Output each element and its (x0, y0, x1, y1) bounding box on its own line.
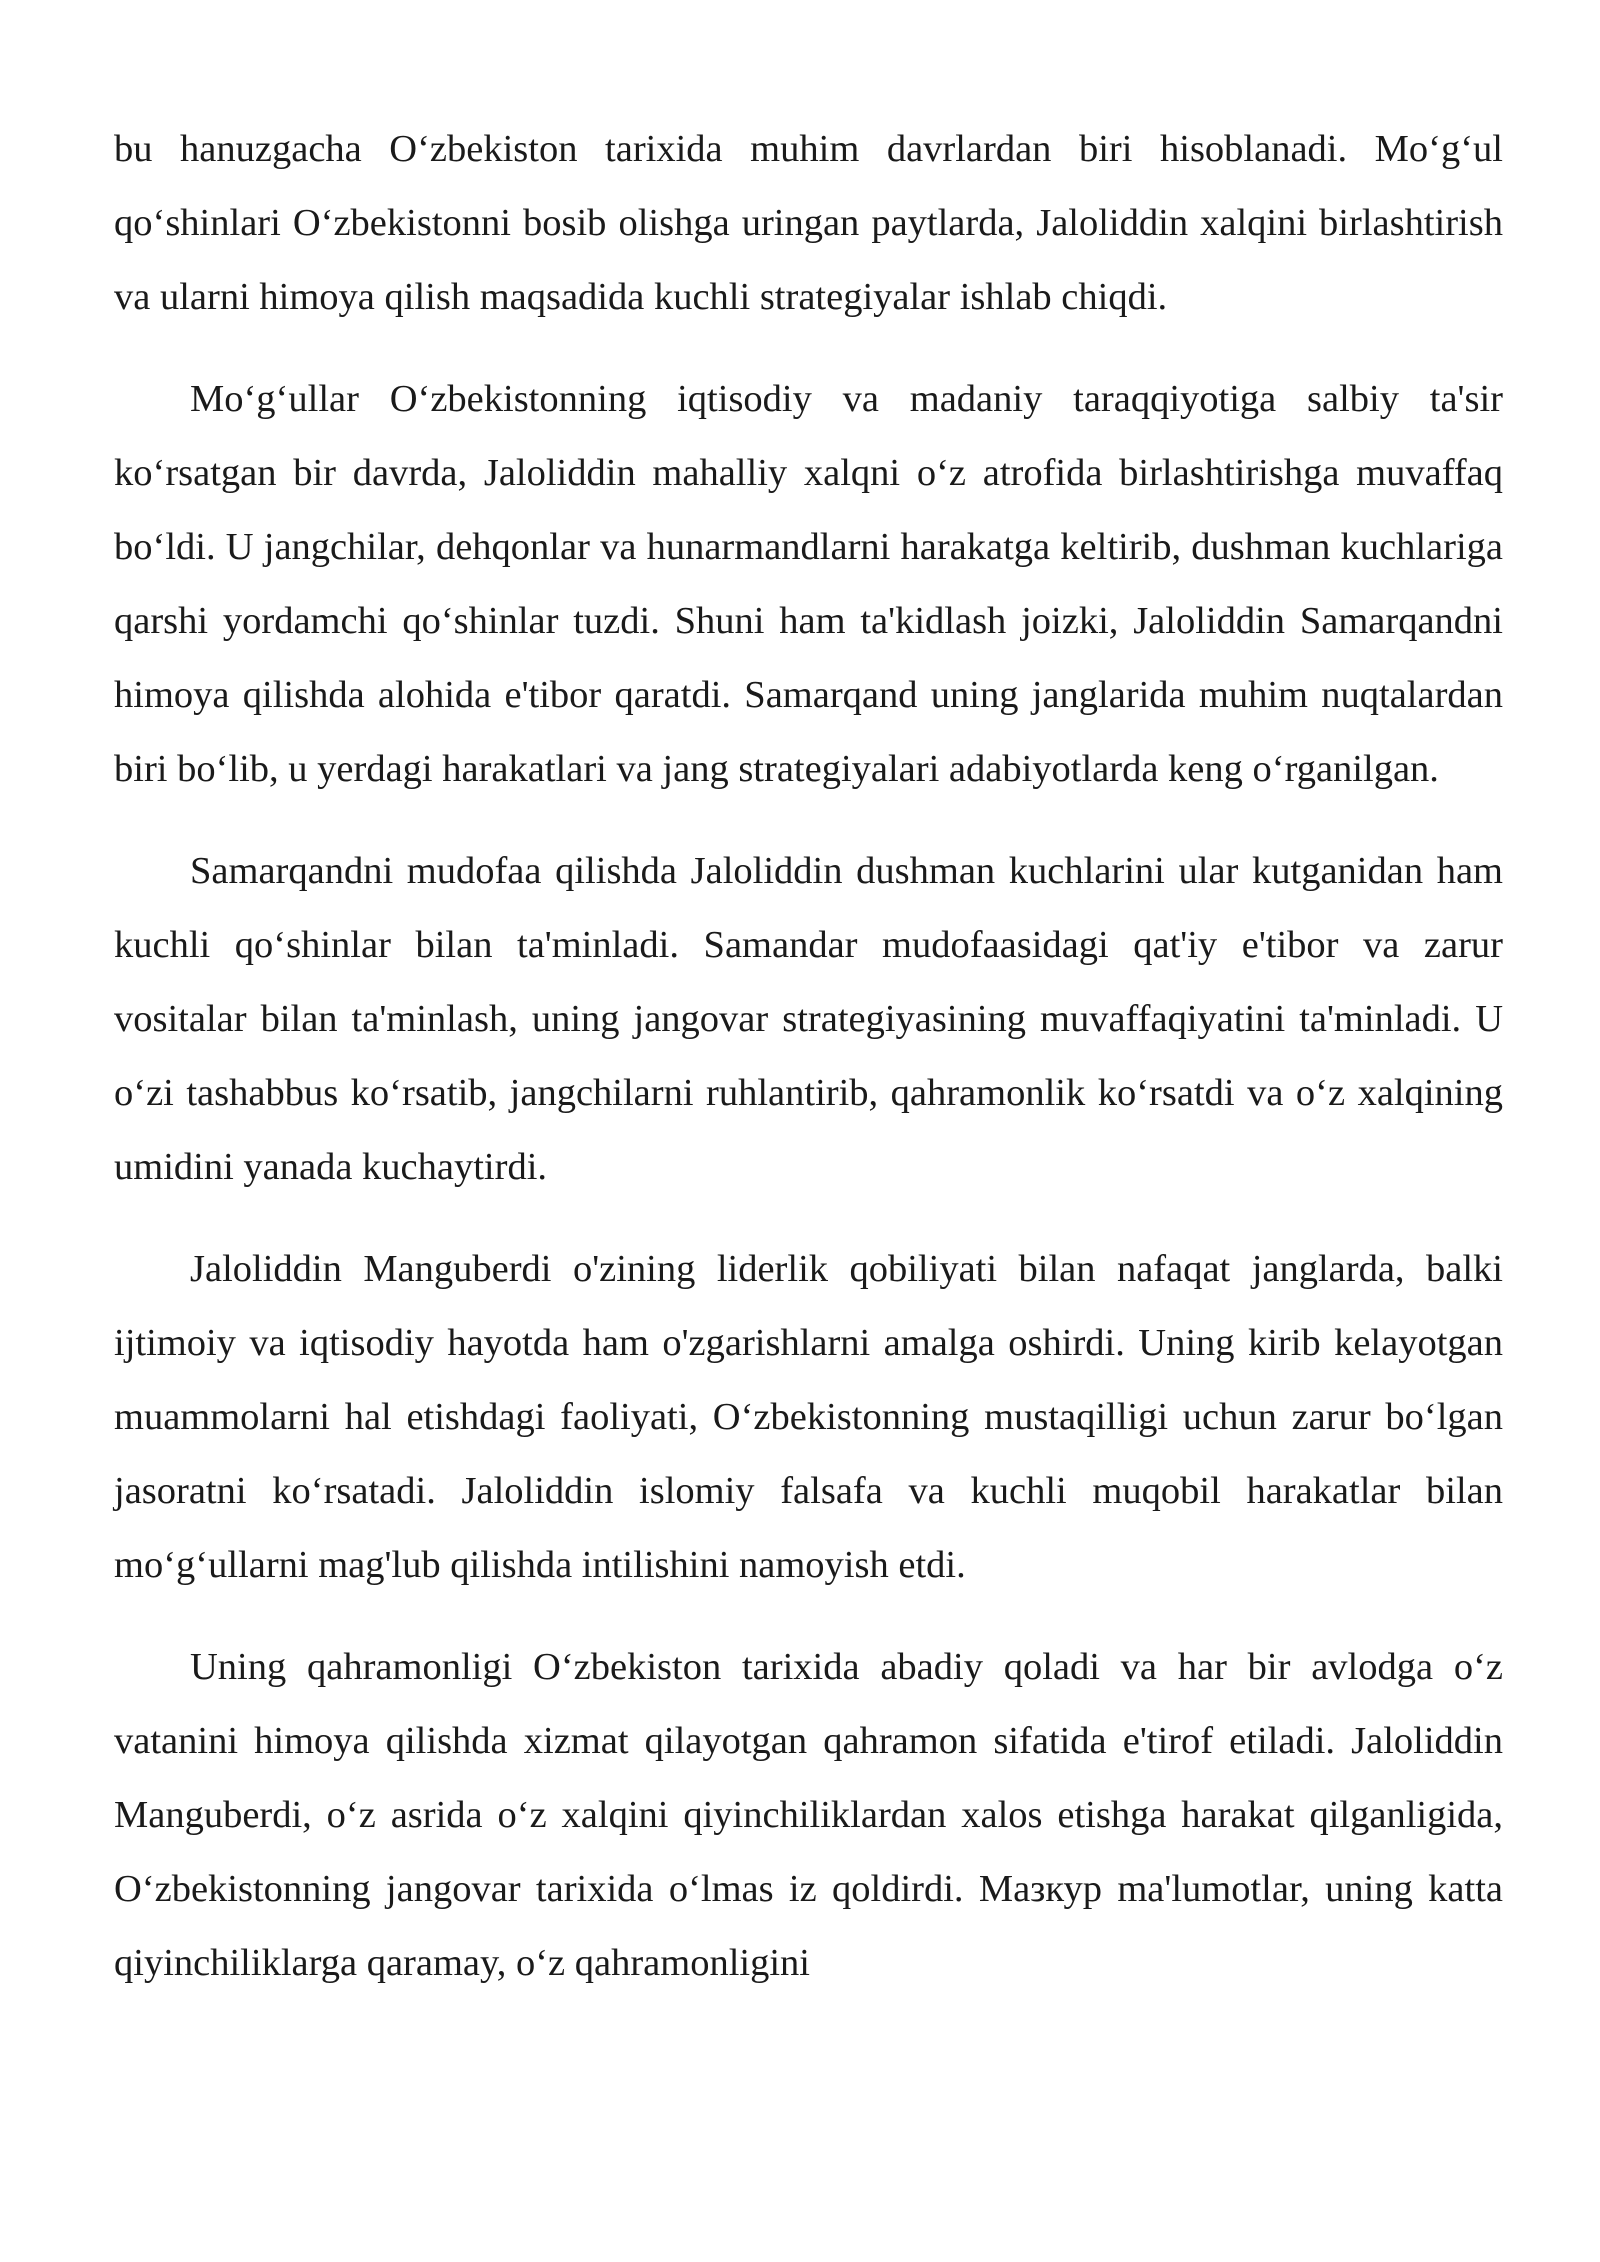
document-body (114, 112, 1503, 2000)
paragraph-1: bu hanuzgacha Oʻzbekiston tarixida muhim davrlardan biri hisoblanadi. Moʻgʻul qoʻshinlari Oʻzbekistonni bosib olishga uringan paytlarda, Jaloliddin xalqini birlashtirish va ularni himoya qilish maqsadida kuchli strategiyalar ishlab chiqdi. (114, 128, 1503, 318)
paragraph-2: Moʻgʻullar Oʻzbekistonning iqtisodiy va madaniy taraqqiyotiga salbiy ta'sir koʻrsatgan bir davrda, Jaloliddin mahalliy xalqni oʻz atrofida birlashtirishga muvaffaq boʻldi. U jangchilar, dehqonlar va hunarmandlarni harakatga keltirib, dushman kuchlariga qarshi yordamchi qoʻshinlar tuzdi. Shuni ham ta'kidlash joizki, Jaloliddin Samarqandni himoya qilishda alohida e'tibor qaratdi. Samarqand uning janglarida muhim nuqtalardan biri boʻlib, u yerdagi harakatlari va jang strategiyalari adabiyotlarda keng oʻrganilgan. (114, 378, 1503, 790)
paragraph-3: Samarqandni mudofaa qilishda Jaloliddin dushman kuchlarini ular kutganidan ham kuchli qoʻshinlar bilan ta'minladi. Samandar mudofaasidagi qat'iy e'tibor va zarur vositalar bilan ta'minlash, uning jangovar strategiyasining muvaffaqiyatini ta'minladi. U oʻzi tashabbus koʻrsatib, jangchilarni ruhlantirib, qahramonlik koʻrsatdi va oʻz xalqining umidini yanada kuchaytirdi. (114, 850, 1503, 1188)
paragraph-4: Jaloliddin Manguberdi o'zining liderlik qobiliyati bilan nafaqat janglarda, balki ijtimoiy va iqtisodiy hayotda ham o'zgarishlarni amalga oshirdi. Uning kirib kelayotgan muammolarni hal etishdagi faoliyati, Oʻzbekistonning mustaqilligi uchun zarur boʻlgan jasoratni koʻrsatadi. Jaloliddin islomiy falsafa va kuchli muqobil harakatlar bilan moʻgʻullarni mag'lub qilishda intilishini namoyish etdi. (114, 1248, 1503, 1586)
paragraph-5: Uning qahramonligi Oʻzbekiston tarixida abadiy qoladi va har bir avlodga oʻz vatanini himoya qilishda xizmat qilayotgan qahramon sifatida e'tirof etiladi. Jaloliddin Manguberdi, oʻz asrida oʻz xalqini qiyinchiliklardan xalos etishga harakat qilganligida, Oʻzbekistonning jangovar tarixida oʻlmas iz qoldirdi. Мазкур ma'lumotlar, uning katta qiyinchiliklarga qaramay, oʻz qahramonligini (114, 1646, 1503, 1984)
